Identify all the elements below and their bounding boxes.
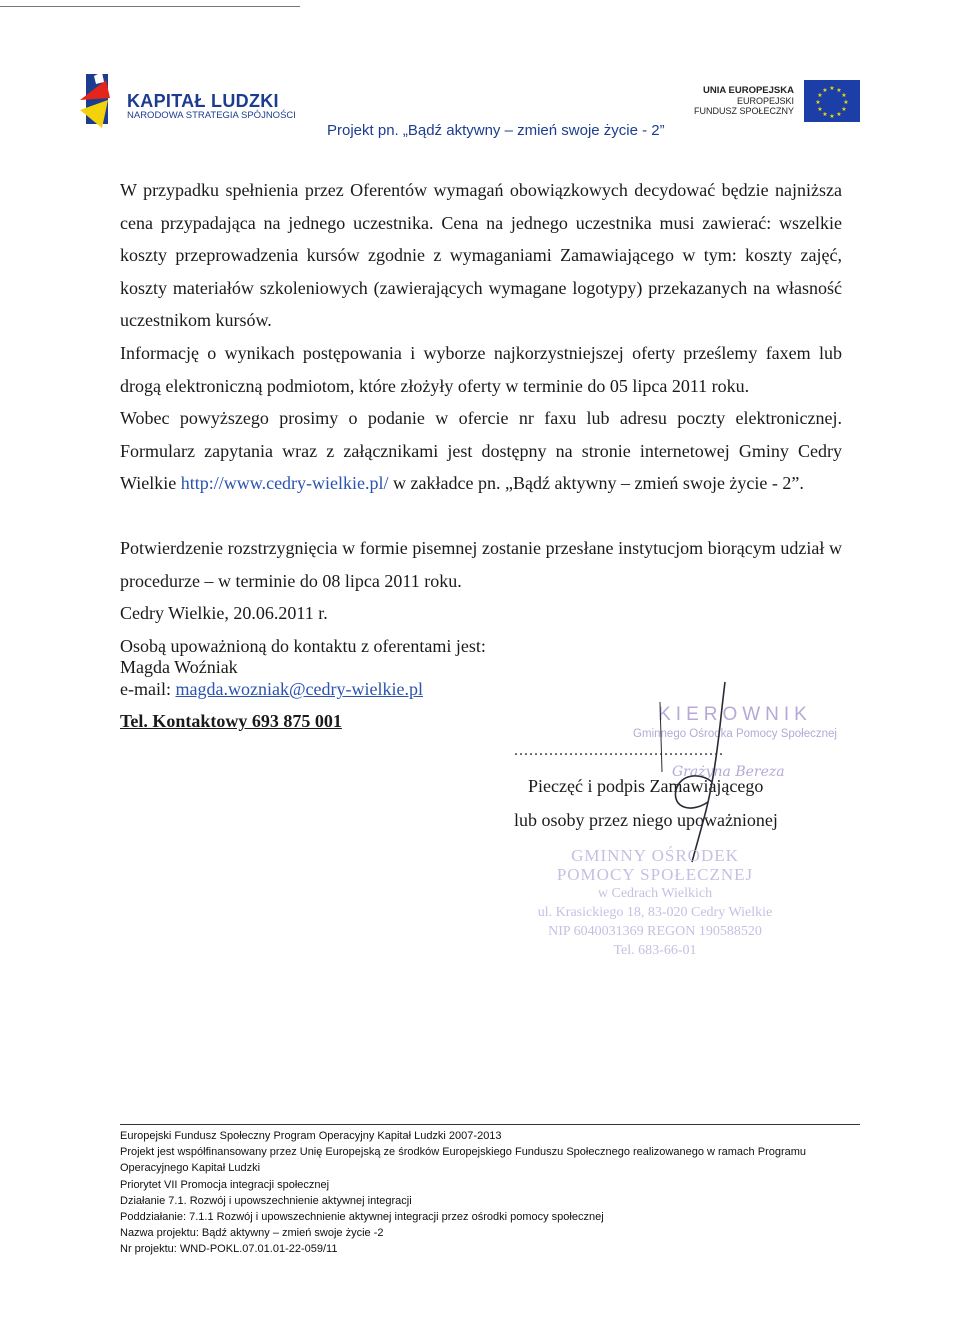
gops-line4: ul. Krasickiego 18, 83-020 Cedry Wielkie bbox=[537, 905, 773, 920]
kapital-ludzki-logo bbox=[80, 70, 124, 132]
signature-dotted-line: .......................................... bbox=[514, 742, 724, 759]
signature-caption-line2: lub osoby przez niego upoważnionej bbox=[514, 810, 778, 830]
kierownik-title: KIEROWNIK bbox=[658, 704, 812, 725]
gops-line5: NIP 6040031369 REGON 190588520 bbox=[548, 924, 762, 939]
svg-text:★: ★ bbox=[829, 85, 835, 92]
footer-line: Operacyjnego Kapitał Ludzki bbox=[120, 1162, 261, 1175]
svg-text:★: ★ bbox=[836, 87, 842, 94]
eu-fund-label bbox=[694, 86, 794, 116]
svg-text:★: ★ bbox=[836, 111, 842, 118]
signature-caption-line1: Pieczęć i podpis Zamawiającego bbox=[528, 776, 764, 796]
contact-phone: Tel. Kontaktowy 693 875 001 bbox=[120, 711, 342, 731]
footer-line: Poddziałanie: 7.1.1 Rozwój i upowszechnienie aktywnej integracji przez ośrodki pomocy społecznej bbox=[120, 1211, 604, 1224]
gops-line1: GMINNY OŚRODEK bbox=[571, 846, 739, 865]
paragraph-confirmation: Potwierdzenie rozstrzygnięcia w formie pisemnej zostanie przesłane instytucjom biorącym udział w procedurze – w terminie do 08 lipca 2011 roku. bbox=[120, 538, 842, 591]
paragraph-results-info: Informację o wynikach postępowania i wyborze najkorzystniejszej oferty prześlemy faxem lub drogą elektroniczną podmiotom, które złożyły oferty w terminie do 05 lipca 2011 roku. bbox=[120, 343, 842, 396]
svg-text:★: ★ bbox=[822, 87, 828, 94]
gops-line6: Tel. 683-66-01 bbox=[613, 943, 697, 958]
gops-line2: POMOCY SPOŁECZNEJ bbox=[556, 865, 754, 884]
footer-line: Projekt jest współfinansowany przez Unię Europejską ze środków Europejskiego Funduszu Społecznego realizowanego w ramach Programu bbox=[120, 1146, 807, 1159]
place-date: Cedry Wielkie, 20.06.2011 r. bbox=[120, 603, 328, 623]
svg-text:★: ★ bbox=[829, 113, 835, 120]
footer-rule bbox=[120, 1124, 860, 1125]
paragraph-form-availability bbox=[120, 402, 842, 500]
svg-text:★: ★ bbox=[822, 111, 828, 118]
gops-address-stamp bbox=[500, 846, 810, 960]
signature-name-stamp: Grażyna Bereza bbox=[672, 764, 785, 780]
top-rule bbox=[0, 6, 300, 7]
footer bbox=[120, 1128, 860, 1258]
eu-label-line2: EUROPEJSKI bbox=[736, 96, 794, 106]
project-title: Projekt pn. „Bądź aktywny – zmień swoje życie - 2” bbox=[327, 122, 665, 139]
footer-line: Priorytet VII Promocja integracji społecznej bbox=[120, 1178, 330, 1191]
svg-text:★: ★ bbox=[815, 99, 821, 106]
eu-label-line1: UNIA EUROPEJSKA bbox=[703, 85, 794, 96]
contact-name: Magda Woźniak bbox=[120, 657, 238, 677]
form-text-after: w zakładce pn. „Bądź aktywny – zmień swoje życie - 2”. bbox=[393, 473, 804, 493]
website-link[interactable]: http://www.cedry-wielkie.pl/ bbox=[180, 473, 389, 493]
svg-text:★: ★ bbox=[843, 99, 849, 106]
form-text-before: Wobec powyższego prosimy o podanie w ofercie nr faxu lub adresu poczty elektronicznej. Formularz zapytania wraz z załącznikami jest dostępny na stronie internetowej Gminy Cedry Wielkie bbox=[120, 408, 842, 493]
email-label: e-mail: bbox=[120, 679, 171, 699]
svg-text:★: ★ bbox=[817, 92, 823, 99]
logo-subtitle: NARODOWA STRATEGIA SPÓJNOŚCI bbox=[127, 110, 296, 121]
eu-flag-icon bbox=[804, 80, 860, 122]
gops-line3: w Cedrach Wielkich bbox=[597, 886, 713, 901]
footer-line: Nr projektu: WND-POKL.07.01.01-22-059/11 bbox=[120, 1243, 338, 1256]
footer-line: Nazwa projektu: Bądź aktywny – zmień swoje życie -2 bbox=[120, 1227, 384, 1240]
contact-intro: Osobą upoważnioną do kontaktu z oferentami jest: bbox=[120, 636, 486, 656]
svg-text:★: ★ bbox=[841, 92, 847, 99]
paragraph-price-criteria: W przypadku spełnienia przez Oferentów wymagań obowiązkowych decydować będzie najniższa cena przypadająca na jednego uczestnika. Cena na jednego uczestnika musi zawierać: wszelkie koszty przeprowadzenia kursów zgodnie z wymaganiami Zamawiającego w tym: koszty zajęć, koszty materiałów szkoleniowych (zawierających wymagane logotypy) przekazanych na własność uczestnikom kursów. bbox=[120, 180, 842, 330]
footer-line: Europejski Fundusz Społeczny Program Operacyjny Kapitał Ludzki 2007-2013 bbox=[120, 1130, 502, 1142]
contact-email-line bbox=[120, 679, 423, 700]
eu-label-line3: FUNDUSZ SPOŁECZNY bbox=[693, 106, 794, 116]
logo-title: KAPITAŁ LUDZKI bbox=[127, 91, 279, 111]
kierownik-subtitle: Gminnego Ośrodka Pomocy Społecznej bbox=[633, 728, 837, 740]
email-link[interactable]: magda.wozniak@cedry-wielkie.pl bbox=[175, 679, 423, 699]
kapital-ludzki-wordmark bbox=[127, 92, 296, 122]
svg-text:★: ★ bbox=[817, 106, 823, 113]
svg-text:★: ★ bbox=[841, 106, 847, 113]
footer-line: Działanie 7.1. Rozwój i upowszechnienie aktywnej integracji bbox=[120, 1194, 412, 1207]
